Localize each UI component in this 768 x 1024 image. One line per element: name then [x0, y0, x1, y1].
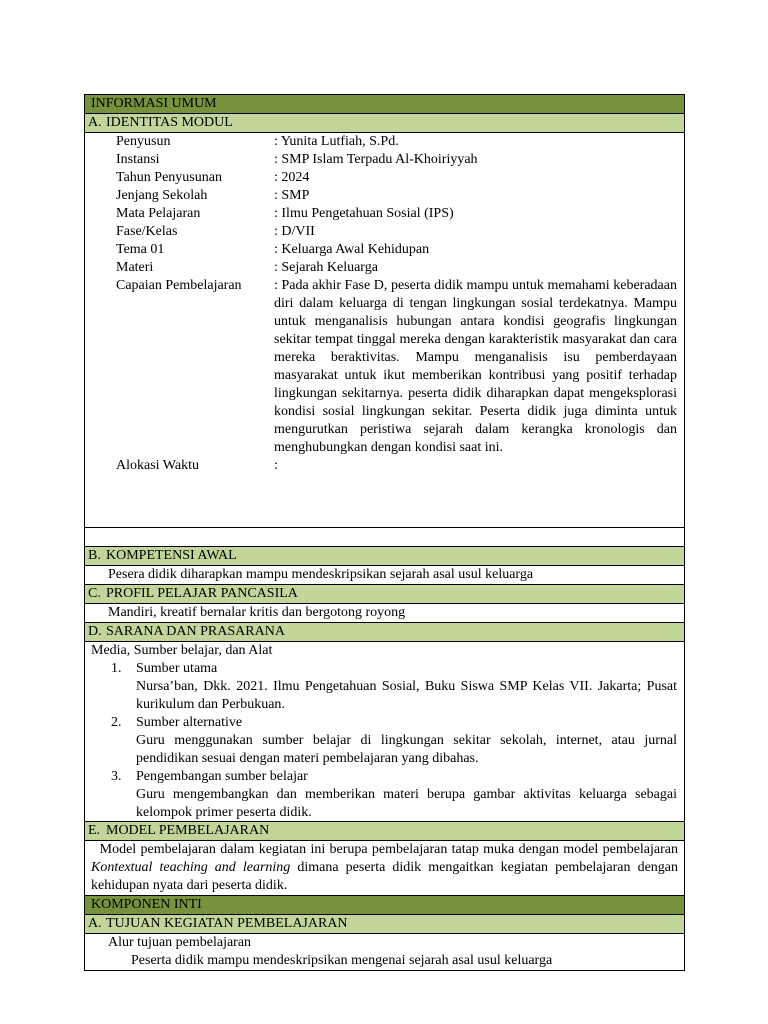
header-text: KOMPONEN INTI	[91, 897, 202, 912]
row-value: : SMP	[274, 188, 310, 203]
identitas-row	[85, 187, 684, 205]
kompetensi-text: Pesera didik diharapkan mampu mendeskripsikan sejarah asal usul keluarga	[108, 567, 534, 582]
row-label: Instansi	[116, 152, 160, 167]
section-title: IDENTITAS MODUL	[106, 115, 233, 130]
section-header-komponen-inti	[84, 895, 685, 914]
section-header-kompetensi-awal	[84, 546, 685, 565]
row-value: : Keluarga Awal Kehidupan	[274, 242, 430, 257]
list-item	[85, 660, 684, 714]
profil-text: Mandiri, kreatif bernalar kritis dan bergotong royong	[108, 605, 406, 620]
list-item-body: Nursa’ban, Dkk. 2021. Ilmu Pengetahuan Sosial, Buku Siswa SMP Kelas VII. Jakarta; Pusat kurikulum dan Perbukuan.	[136, 679, 677, 712]
row-label: Fase/Kelas	[116, 224, 178, 239]
section-header-model-pembelajaran	[84, 821, 685, 840]
identitas-row	[85, 133, 684, 151]
row-value: : Sejarah Keluarga	[274, 260, 378, 275]
list-number: 1.	[111, 661, 122, 676]
tujuan-cell	[84, 933, 685, 971]
model-cell	[84, 840, 685, 895]
identitas-row	[85, 241, 684, 259]
row-label: Mata Pelajaran	[116, 206, 201, 221]
row-label: Capaian Pembelajaran	[116, 278, 242, 293]
section-letter: C.	[88, 586, 101, 601]
section-title: KOMPETENSI AWAL	[106, 548, 237, 563]
model-text-part: dimana peserta didik mengaitkan kegiatan pembelajaran dengan kehidupan nyata dari peserta didik.	[91, 860, 679, 893]
identitas-row	[85, 223, 684, 241]
section-title: PROFIL PELAJAR PANCASILA	[106, 586, 298, 601]
list-item	[85, 768, 684, 822]
identitas-row-capaian	[85, 277, 684, 457]
identitas-row	[85, 457, 684, 475]
section-letter: E.	[88, 823, 101, 838]
section-letter: A.	[88, 115, 102, 130]
section-title: SARANA DAN PRASARANA	[106, 624, 285, 639]
row-value: : SMP Islam Terpadu Al-Khoiriyyah	[274, 152, 478, 167]
row-value: :	[274, 458, 278, 473]
list-item	[85, 714, 684, 768]
list-number: 3.	[111, 769, 122, 784]
section-header-sarana-prasarana	[84, 622, 685, 641]
tujuan-subtitle: Alur tujuan pembelajaran	[108, 935, 252, 950]
list-item-body: Guru menggunakan sumber belajar di lingkungan sekitar sekolah, internet, atau jurnal pendidikan sesuai dengan materi pembelajaran yang dibahas.	[136, 733, 677, 766]
row-value: : Pada akhir Fase D, peserta didik mampu untuk memahami keberadaan diri dalam keluarga di tengan lingkungan sosial terdekatnya. Mampu untuk menganalisis hubungan antara kondisi geografis lingkungan sekitar tempat tinggal mereka dengan karakteristik masyarakat dan cara mereka beraktivitas. Mampu menganalisis isu pemberdayaan masyarakat untuk ikut memberikan kontribusi yang positif terhadap lingkungan sekitarnya. peserta didik diharapkan dapat mengeksplorasi kondisi sosial lingkungan sekitar. Peserta didik juga diminta untuk mengurutkan peristiwa sejarah dalam kerangka kronologis dan menghubungkan dengan kondisi saat ini.	[274, 278, 677, 455]
identitas-row	[85, 205, 684, 223]
row-label: Alokasi Waktu	[116, 458, 199, 473]
row-label: Tema 01	[116, 242, 165, 257]
model-text-part: Model pembelajaran dalam kegiatan ini berupa pembelajaran tatap muka dengan model pembelajaran	[99, 842, 679, 857]
empty-row	[84, 527, 685, 546]
list-item-title: Sumber alternative	[136, 715, 243, 730]
section-letter: A.	[88, 916, 102, 931]
row-label: Jenjang Sekolah	[116, 188, 208, 203]
sarana-cell	[84, 641, 685, 821]
row-label: Tahun Penyusunan	[116, 170, 222, 185]
section-letter: D.	[88, 624, 102, 639]
profil-cell	[84, 603, 685, 622]
sarana-intro: Media, Sumber belajar, dan Alat	[91, 643, 273, 658]
identitas-row	[85, 151, 684, 169]
section-header-identitas-modul	[84, 113, 685, 132]
tujuan-text: Peserta didik mampu mendeskripsikan mengenai sejarah asal usul keluarga	[131, 953, 553, 968]
list-item-title: Pengembangan sumber belajar	[136, 769, 308, 784]
model-text-italic: Kontextual teaching and learning	[91, 860, 291, 875]
identitas-row	[85, 169, 684, 187]
list-number: 2.	[111, 715, 122, 730]
model-text	[85, 841, 684, 895]
module-document	[84, 94, 685, 971]
row-value: : D/VII	[274, 224, 315, 239]
section-header-tujuan-kegiatan	[84, 914, 685, 933]
list-item-title: Sumber utama	[136, 661, 218, 676]
identitas-row	[85, 259, 684, 277]
row-value: : Yunita Lutfiah, S.Pd.	[274, 134, 399, 149]
kompetensi-cell	[84, 565, 685, 584]
section-title: TUJUAN KEGIATAN PEMBELAJARAN	[106, 916, 348, 931]
row-label: Penyusun	[116, 134, 171, 149]
row-value: : 2024	[274, 170, 310, 185]
section-title: MODEL PEMBELAJARAN	[106, 823, 270, 838]
identitas-table	[84, 132, 685, 527]
section-header-profil-pelajar	[84, 584, 685, 603]
section-letter: B.	[88, 548, 101, 563]
section-header-informasi-umum	[84, 94, 685, 113]
list-item-body: Guru mengembangkan dan memberikan materi berupa gambar aktivitas keluarga sebagai kelompok primer peserta didik.	[136, 787, 677, 820]
row-label: Materi	[116, 260, 154, 275]
row-value: : Ilmu Pengetahuan Sosial (IPS)	[274, 206, 454, 221]
header-text: INFORMASI UMUM	[91, 96, 217, 111]
